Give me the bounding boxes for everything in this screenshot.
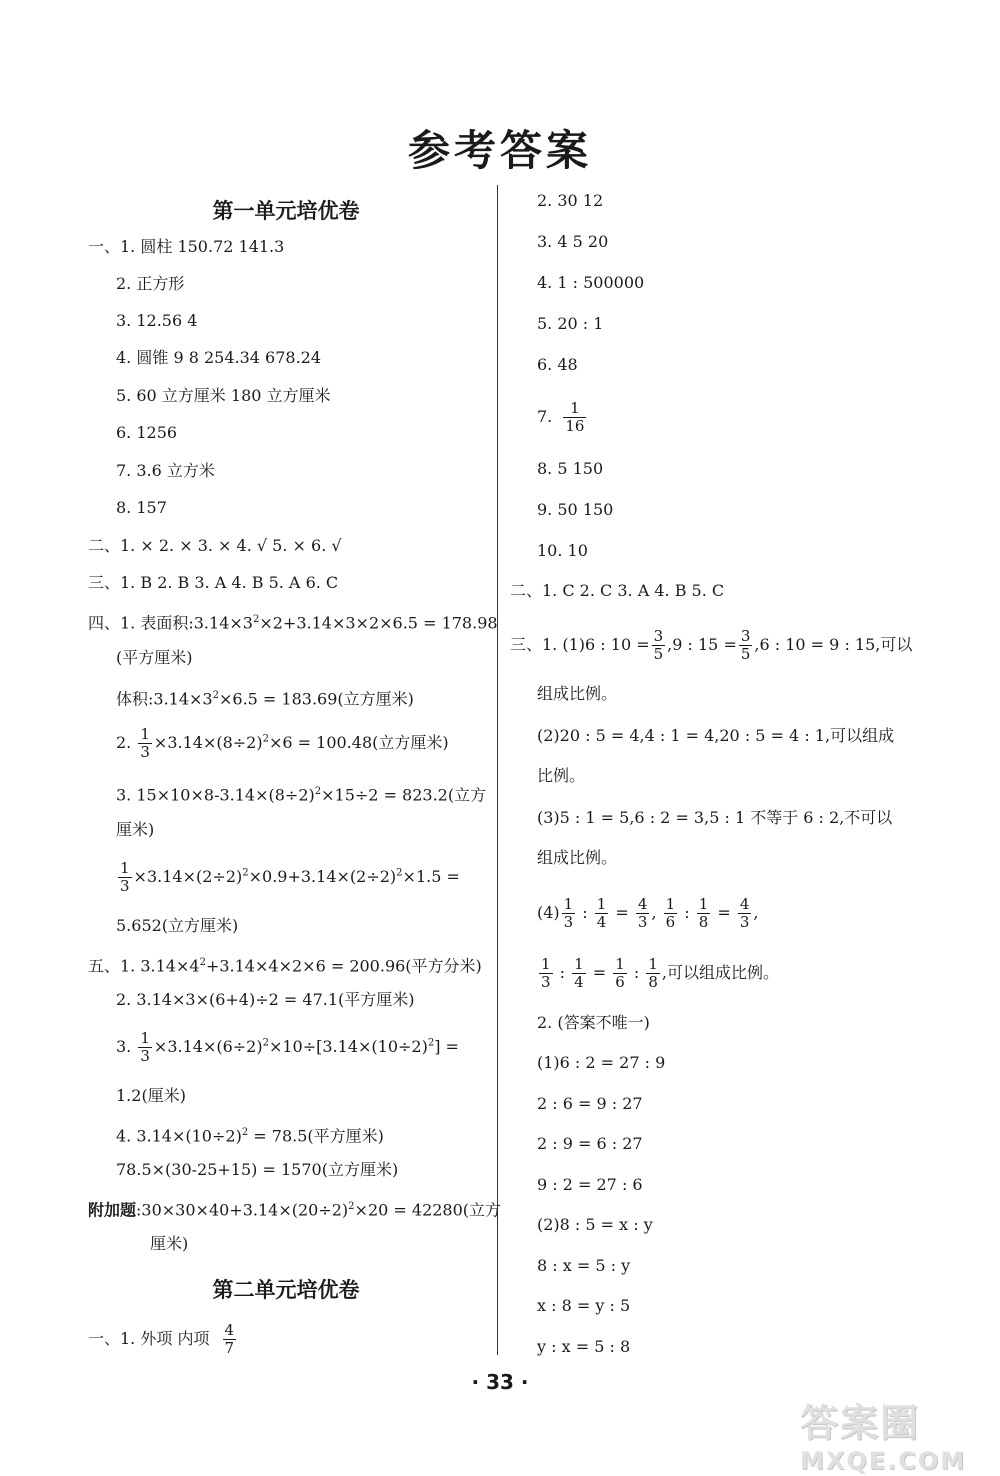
- answer-line: [88, 953, 482, 976]
- fraction: [572, 956, 586, 991]
- item-number: 3.: [116, 1037, 132, 1056]
- denominator: 16: [565, 417, 585, 435]
- fraction: [563, 400, 586, 435]
- numerator: 1: [698, 895, 709, 913]
- text-segment: :30×30×40+3.14×(20÷2): [136, 1200, 349, 1220]
- fraction: [697, 896, 711, 931]
- denominator: 3: [120, 877, 130, 895]
- answer-line: 组成比例。: [537, 684, 618, 703]
- answer-line: 二、1. C 2. C 3. A 4. B 5. C: [510, 581, 725, 600]
- item-number: 2.: [116, 733, 132, 752]
- answer-line: [88, 1322, 238, 1357]
- exponent: 2: [427, 1037, 435, 1049]
- answer-line: 4. 1 : 500000: [537, 273, 645, 292]
- fraction: [664, 896, 678, 931]
- answer-line: (2)20 : 5 = 4,4 : 1 = 4,20 : 5 = 4 : 1,可以组成: [537, 726, 895, 745]
- section-heading-unit2: 第二单元培优卷: [212, 1278, 360, 1302]
- answer-line: [116, 782, 486, 805]
- text-segment: ×1.5 =: [402, 867, 460, 886]
- page-number: · 33 ·: [471, 1370, 529, 1394]
- exponent: 2: [199, 957, 206, 968]
- page-title: 参考答案: [407, 126, 592, 175]
- denominator: 4: [596, 913, 607, 931]
- answer-line: 7. 3.6 立方米: [116, 461, 215, 480]
- answer-line: [88, 1197, 501, 1220]
- answer-line: 6. 48: [537, 355, 578, 374]
- text-segment: 四、1. 表面积:3.14×3: [88, 613, 253, 633]
- answer-line: 8. 5 150: [537, 459, 604, 478]
- answer-line: 厘米): [150, 1234, 189, 1253]
- fraction: [652, 628, 666, 663]
- answer-line: 2. 正方形: [116, 274, 185, 293]
- watermark-logo: [800, 1392, 980, 1475]
- text-segment: 五、1. 3.14×4: [88, 956, 200, 976]
- text-segment: +3.14×4×2×6 = 200.96(平方分米): [205, 956, 482, 976]
- fraction: [138, 726, 152, 761]
- answer-line: 6. 1256: [116, 423, 178, 442]
- answer-line: 2. 30 12: [537, 191, 604, 210]
- fraction: [138, 1030, 152, 1065]
- fraction: [646, 956, 660, 991]
- answer-line: (2)8 : 5 = x : y: [537, 1215, 653, 1234]
- numerator: 1: [140, 725, 150, 743]
- section-heading-unit1: 第一单元培优卷: [212, 199, 360, 223]
- text-segment: ×15÷2 = 823.2(立方: [321, 785, 487, 805]
- answer-line: (平方厘米): [116, 648, 193, 667]
- fraction: [562, 896, 576, 931]
- answer-line: [88, 610, 498, 633]
- exponent: 2: [348, 1201, 355, 1212]
- text-segment: 3. 15×10×8-3.14×(8÷2): [116, 785, 315, 805]
- text-segment: ,6 : 10 = 9 : 15,可以: [754, 635, 913, 654]
- denominator: 5: [740, 645, 751, 663]
- answer-line: 1.2(厘米): [116, 1086, 186, 1105]
- text-segment: ×10÷[3.14×(10÷2): [268, 1037, 428, 1056]
- text-segment: ×2+3.14×3×2×6.5 = 178.98: [259, 613, 498, 633]
- answer-line: (3)5 : 1 = 5,6 : 2 = 3,5 : 1 不等于 6 : 2,不可以: [537, 808, 893, 827]
- numerator: 1: [563, 895, 574, 913]
- fraction: [738, 896, 752, 931]
- answer-line: [116, 726, 449, 761]
- numerator: 1: [648, 955, 658, 973]
- numerator: 1: [120, 859, 130, 877]
- watermark-url: MXQE.COM: [800, 1447, 967, 1475]
- answer-line: 10. 10: [537, 541, 588, 560]
- answer-line: 2 : 9 = 6 : 27: [537, 1134, 643, 1153]
- answer-line: 78.5×(30-25+15) = 1570(立方厘米): [116, 1160, 399, 1179]
- denominator: 3: [140, 743, 150, 761]
- bonus-label: 附加题: [88, 1200, 137, 1220]
- denominator: 3: [563, 913, 574, 931]
- watermark-text: 答案圈: [800, 1401, 921, 1445]
- text-segment: 体积:3.14×3: [116, 689, 213, 709]
- answer-line: [116, 860, 460, 895]
- text-segment: ×3.14×(8÷2): [153, 733, 263, 752]
- answer-line: 5. 20 : 1: [537, 314, 604, 333]
- item-label: (4): [537, 903, 560, 922]
- fraction: [613, 956, 627, 991]
- numerator: 1: [541, 955, 551, 973]
- denominator: 5: [653, 645, 664, 663]
- numerator: 1: [574, 955, 584, 973]
- answer-line: 2. 3.14×3×(6+4)÷2 = 47.1(平方厘米): [116, 990, 415, 1009]
- text-segment: ] =: [434, 1037, 459, 1056]
- exponent: 2: [314, 786, 322, 797]
- denominator: 3: [739, 913, 750, 931]
- denominator: 6: [665, 913, 676, 931]
- fraction: [636, 896, 650, 931]
- text-segment: ×6.5 = 183.69(立方厘米): [218, 689, 414, 709]
- answer-line: 厘米): [116, 820, 155, 839]
- answer-line: [537, 400, 588, 435]
- fraction: [739, 628, 753, 663]
- text-segment: 4. 3.14×(10÷2): [116, 1126, 242, 1146]
- fraction: [223, 1322, 237, 1357]
- answer-line: 二、1. × 2. × 3. × 4. √ 5. × 6. √: [88, 536, 342, 555]
- exponent: 2: [262, 733, 269, 745]
- exponent: 2: [242, 867, 249, 879]
- numerator: 4: [224, 1321, 235, 1339]
- answer-line: [510, 628, 912, 663]
- exponent: 2: [241, 1127, 249, 1138]
- answer-line: 3. 4 5 20: [537, 232, 609, 251]
- answer-line: [116, 1030, 459, 1065]
- item-number: 7.: [537, 407, 553, 426]
- answer-line: 5. 60 立方厘米 180 立方厘米: [116, 386, 331, 405]
- numerator: 1: [140, 1029, 150, 1047]
- denominator: 7: [224, 1339, 235, 1357]
- exponent: 2: [262, 1037, 269, 1049]
- text-segment: ×0.9+3.14×(2÷2): [248, 867, 397, 886]
- numerator: 1: [615, 955, 625, 973]
- denominator: 3: [140, 1047, 150, 1065]
- text-segment: ×3.14×(6÷2): [153, 1037, 263, 1056]
- answer-line: 组成比例。: [537, 848, 618, 867]
- denominator: 4: [574, 973, 584, 991]
- denominator: 3: [637, 913, 648, 931]
- exponent: 2: [396, 867, 403, 879]
- denominator: 3: [541, 973, 551, 991]
- numerator: 1: [563, 400, 586, 418]
- answer-line: 8. 157: [116, 498, 167, 517]
- denominator: 6: [615, 973, 625, 991]
- answer-line: 8 : x = 5 : y: [537, 1256, 631, 1275]
- answer-line: (1)6 : 2 = 27 : 9: [537, 1053, 666, 1072]
- fraction: [539, 956, 553, 991]
- text-segment: ×6 = 100.48(立方厘米): [268, 733, 449, 752]
- answer-line: y : x = 5 : 8: [537, 1337, 631, 1356]
- answer-line: 一、1. 圆柱 150.72 141.3: [88, 237, 285, 256]
- answer-line: 5.652(立方厘米): [116, 916, 239, 935]
- answer-line: 比例。: [537, 766, 586, 785]
- answer-line: 2 : 6 = 9 : 27: [537, 1094, 643, 1113]
- exponent: 2: [212, 690, 219, 701]
- answer-line: 9. 50 150: [537, 500, 614, 519]
- answer-line: 9 : 2 = 27 : 6: [537, 1175, 643, 1194]
- numerator: 1: [665, 895, 676, 913]
- answer-line: x : 8 = y : 5: [537, 1296, 631, 1315]
- text-segment: = 78.5(平方厘米): [248, 1126, 384, 1146]
- numerator: 3: [740, 627, 751, 645]
- fraction: [595, 896, 609, 931]
- text-segment: ×20 = 42280(立方: [354, 1200, 502, 1220]
- denominator: 8: [698, 913, 709, 931]
- answer-line: [116, 1123, 384, 1146]
- column-divider: [497, 185, 498, 1355]
- exponent: 2: [252, 614, 260, 625]
- numerator: 1: [596, 895, 607, 913]
- text-segment: 一、1. 外项 内项: [88, 1329, 210, 1348]
- text-segment: 三、1. (1)6 : 10 =: [510, 635, 650, 654]
- numerator: 4: [637, 895, 648, 913]
- numerator: 4: [739, 895, 750, 913]
- text-segment: ,9 : 15 =: [667, 635, 737, 654]
- text-segment: ×3.14×(2÷2): [133, 867, 243, 886]
- denominator: 8: [648, 973, 658, 991]
- answer-line: [116, 686, 414, 709]
- answer-line: 2. (答案不唯一): [537, 1013, 650, 1032]
- answer-line: $\frac{1}{3}$ : $\frac{1}{4}$ = $\frac{1}{6}$ : $\frac{1}{8}$ ,可以组成比例。: [541, 955, 779, 991]
- answer-line: 4. 圆锥 9 8 254.34 678.24: [116, 348, 322, 367]
- fraction: [118, 860, 132, 895]
- text-segment: ,可以组成比例。: [661, 963, 779, 982]
- numerator: 3: [653, 627, 664, 645]
- answer-line: 3. 12.56 4: [116, 311, 198, 330]
- answer-line: 三、1. B 2. B 3. A 4. B 5. A 6. C: [88, 573, 339, 592]
- answer-line: (4) $\frac{1}{3}$ : $\frac{1}{4}$ = $\frac{4}{3}$ , $\frac{1}{6}$ : $\frac{1}{8}$ = $\frac{4}{3}$ ,: [537, 895, 759, 931]
